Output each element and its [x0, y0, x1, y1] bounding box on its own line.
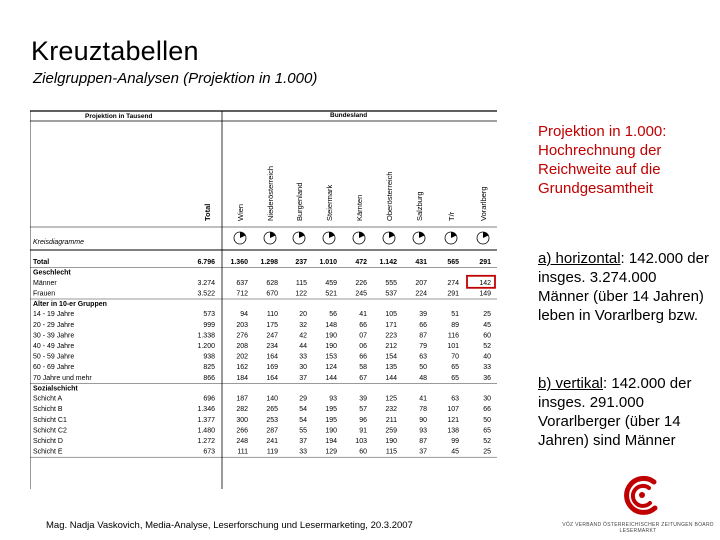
column-header-5: Kärnten	[355, 194, 364, 221]
row-2-0-cell-0: 696	[203, 395, 215, 403]
row-2-2-cell-5: 96	[359, 416, 367, 424]
column-header-9: Vorarlberg	[479, 186, 488, 221]
total-row-cell-6: 1.142	[379, 259, 397, 266]
row-1-6-cell-3: 37	[299, 374, 307, 382]
total-row-cell-3: 237	[295, 259, 307, 266]
column-header-6: Oberösterreich	[385, 171, 394, 221]
row-0-0-label: Männer	[33, 279, 57, 287]
row-2-4-cell-5: 103	[355, 438, 367, 445]
crosstab-table	[30, 107, 497, 489]
row-2-2-cell-0: 1.377	[197, 416, 215, 424]
row-2-1-label: Schicht B	[33, 406, 63, 414]
row-2-0-cell-1: 187	[236, 395, 248, 403]
row-1-0-cell-6: 105	[385, 311, 397, 319]
group-title-2: Sozialschicht	[33, 385, 78, 393]
column-header-1: Wien	[236, 203, 245, 221]
total-row-cell-2: 1.298	[260, 259, 278, 266]
row-1-0-cell-4: 56	[329, 311, 337, 319]
row-0-0-cell-9: 142	[479, 279, 491, 287]
page-title: Kreuztabellen	[31, 36, 199, 66]
row-1-1-label: 20 - 29 Jahre	[33, 321, 75, 329]
row-1-5-cell-1: 162	[236, 364, 248, 372]
row-1-5-cell-2: 169	[266, 364, 278, 372]
row-1-4-cell-1: 202	[236, 353, 248, 361]
row-2-3-cell-2: 287	[266, 427, 278, 435]
row-1-3-cell-3: 44	[299, 343, 307, 350]
row-1-2-cell-5: 07	[359, 332, 367, 340]
row-2-4-cell-7: 87	[419, 438, 427, 445]
row-0-1-cell-8: 291	[447, 290, 459, 298]
group-title-1: Alter in 10-er Gruppen	[33, 301, 107, 308]
row-1-0-cell-8: 51	[451, 311, 459, 319]
row-1-5-cell-6: 135	[385, 364, 397, 372]
column-header-2: Niederösterreich	[266, 165, 275, 221]
footer-text: Mag. Nadja Vaskovich, Media-Analyse, Leserforschung und Lesermarketing, 20.3.2007	[46, 520, 413, 531]
row-2-0-cell-2: 140	[266, 395, 278, 403]
row-2-2-cell-9: 50	[483, 416, 491, 424]
note-vertical-label: b) vertikal	[538, 375, 604, 392]
row-2-4-cell-6: 190	[385, 438, 397, 445]
note-projection: Projektion in 1.000: Hochrechnung der Reichweite auf die Grundgesamtheit	[538, 123, 667, 197]
row-1-3-cell-7: 79	[419, 343, 427, 350]
column-header-0: Total	[203, 203, 212, 221]
row-1-5-cell-4: 124	[325, 364, 337, 372]
row-1-2-cell-8: 116	[447, 332, 459, 340]
row-2-0-cell-4: 93	[329, 395, 337, 403]
row-1-0-cell-5: 41	[359, 311, 367, 319]
row-0-1-cell-1: 712	[236, 290, 248, 298]
row-1-6-cell-9: 36	[483, 374, 491, 382]
row-1-1-cell-4: 148	[325, 321, 337, 329]
row-1-4-cell-4: 153	[325, 353, 337, 361]
row-0-0-cell-2: 628	[266, 279, 278, 287]
row-0-1-label: Frauen	[33, 290, 56, 298]
row-2-2-cell-4: 195	[325, 416, 337, 424]
row-1-0-cell-0: 573	[203, 311, 215, 319]
row-1-5-cell-0: 825	[203, 364, 215, 372]
row-2-2-cell-7: 90	[419, 416, 427, 424]
row-1-2-cell-6: 223	[385, 332, 397, 340]
row-1-1-cell-8: 89	[451, 321, 459, 329]
row-2-1-cell-5: 57	[359, 406, 367, 414]
row-1-5-cell-3: 30	[299, 364, 307, 372]
row-2-4-cell-3: 37	[299, 438, 307, 445]
row-0-0-cell-5: 226	[355, 279, 367, 287]
row-1-3-cell-8: 101	[447, 343, 459, 350]
row-1-2-cell-4: 190	[325, 332, 337, 340]
row-1-1-cell-0: 999	[203, 321, 215, 329]
row-2-5-cell-4: 129	[325, 448, 337, 456]
voez-logo-icon	[558, 470, 718, 522]
note-horizontal-text: : 142.000 der insges. 3.274.000 Männer (über 14 Jahren) leben in Vorarlberg bzw.	[538, 250, 709, 324]
row-2-0-cell-8: 63	[451, 395, 459, 403]
row-2-0-cell-5: 39	[359, 395, 367, 403]
row-2-2-cell-2: 253	[266, 416, 278, 424]
row-2-4-cell-4: 194	[325, 438, 337, 445]
row-2-3-cell-9: 65	[483, 427, 491, 435]
page-subtitle: Zielgruppen-Analysen (Projektion in 1.000)	[33, 70, 318, 87]
row-1-1-cell-7: 66	[419, 321, 427, 329]
row-1-1-cell-6: 171	[385, 321, 397, 329]
row-1-3-cell-0: 1.200	[197, 343, 215, 350]
row-0-1-cell-9: 149	[479, 290, 491, 298]
group-title-0: Geschlecht	[33, 269, 71, 277]
voez-logo	[558, 470, 718, 538]
row-2-4-cell-1: 248	[236, 438, 248, 445]
row-1-2-cell-2: 247	[266, 332, 278, 340]
total-row-cell-8: 565	[447, 259, 459, 266]
row-1-3-cell-6: 212	[385, 343, 397, 350]
row-1-6-label: 70 Jahre und mehr	[33, 374, 92, 382]
row-1-4-cell-3: 33	[299, 353, 307, 361]
row-2-5-cell-5: 60	[359, 448, 367, 456]
row-2-3-cell-0: 1.480	[197, 427, 215, 435]
row-1-4-cell-2: 164	[266, 353, 278, 361]
row-0-0-cell-0: 3.274	[197, 279, 215, 287]
row-2-1-cell-4: 195	[325, 406, 337, 414]
row-1-4-cell-0: 938	[203, 353, 215, 361]
row-1-6-cell-6: 144	[385, 374, 397, 382]
row-2-2-cell-1: 300	[236, 416, 248, 424]
row-2-1-cell-1: 282	[236, 406, 248, 414]
row-1-5-cell-5: 58	[359, 364, 367, 372]
row-1-4-cell-7: 63	[419, 353, 427, 361]
row-2-3-cell-7: 93	[419, 427, 427, 435]
row-2-1-cell-6: 232	[385, 406, 397, 414]
row-2-3-label: Schicht C2	[33, 427, 67, 435]
row-1-6-cell-8: 65	[451, 374, 459, 382]
row-1-2-cell-9: 60	[483, 332, 491, 340]
row-1-5-cell-9: 33	[483, 364, 491, 372]
row-2-1-cell-0: 1.346	[197, 406, 215, 414]
row-0-1-cell-2: 670	[266, 290, 278, 298]
header-right: Bundesland	[330, 112, 368, 119]
row-1-2-cell-1: 276	[236, 332, 248, 340]
row-2-5-cell-1: 111	[237, 448, 248, 456]
row-1-0-cell-2: 110	[266, 311, 278, 319]
row-2-4-label: Schicht D	[33, 438, 63, 445]
total-row-label: Total	[33, 259, 50, 266]
row-1-6-cell-2: 164	[266, 374, 278, 382]
row-0-1-cell-6: 537	[385, 290, 397, 298]
row-1-2-cell-0: 1.338	[197, 332, 215, 340]
row-1-1-cell-3: 32	[299, 321, 307, 329]
row-1-1-cell-2: 175	[266, 321, 278, 329]
row-1-6-cell-1: 184	[236, 374, 248, 382]
row-1-4-cell-5: 66	[359, 353, 367, 361]
row-1-2-label: 30 - 39 Jahre	[33, 332, 75, 340]
row-2-4-cell-9: 52	[483, 438, 491, 445]
row-2-2-cell-3: 54	[299, 416, 307, 424]
row-1-0-cell-3: 20	[299, 311, 307, 319]
row-1-2-cell-3: 42	[299, 332, 307, 340]
row-2-0-cell-9: 30	[483, 395, 491, 403]
row-1-3-cell-5: 06	[359, 343, 367, 350]
row-1-4-cell-9: 40	[483, 353, 491, 361]
column-header-8: T/r	[447, 211, 456, 221]
row-0-1-cell-0: 3.522	[197, 290, 215, 298]
total-row-cell-0: 6.796	[197, 259, 215, 266]
row-0-0-cell-4: 459	[325, 279, 337, 287]
total-row-cell-7: 431	[415, 259, 427, 266]
column-header-7: Salzburg	[415, 191, 424, 221]
row-2-5-label: Schicht E	[33, 448, 63, 456]
row-2-5-cell-2: 119	[266, 448, 278, 456]
column-header-4: Steiermark	[325, 184, 334, 221]
row-0-0-cell-8: 274	[447, 279, 459, 287]
row-2-0-cell-7: 41	[419, 395, 427, 403]
row-2-1-cell-8: 107	[447, 406, 459, 414]
total-row-cell-4: 1.010	[319, 259, 337, 266]
row-2-2-cell-8: 121	[447, 416, 459, 424]
row-2-0-label: Schicht A	[33, 395, 63, 403]
note-vertical-text: : 142.000 der insges. 291.000 Vorarlberger (über 14 Jahren) sind Männer	[538, 375, 692, 449]
row-2-4-cell-8: 99	[451, 438, 459, 445]
row-2-3-cell-1: 266	[236, 427, 248, 435]
row-2-3-cell-5: 91	[359, 427, 367, 435]
row-1-1-cell-1: 203	[236, 321, 248, 329]
note-vertical	[538, 374, 710, 450]
row-1-6-cell-4: 144	[325, 374, 337, 382]
row-2-0-cell-6: 125	[385, 395, 397, 403]
row-1-5-cell-8: 65	[451, 364, 459, 372]
row-0-1-cell-5: 245	[355, 290, 367, 298]
row-1-5-label: 60 - 69 Jahre	[33, 364, 75, 372]
row-1-1-cell-9: 45	[483, 321, 491, 329]
row-1-4-cell-6: 154	[385, 353, 397, 361]
row-2-5-cell-8: 45	[451, 448, 459, 456]
row-2-5-cell-3: 33	[299, 448, 307, 456]
row-2-1-cell-3: 54	[299, 406, 307, 414]
row-0-1-cell-7: 224	[415, 290, 427, 298]
row-2-3-cell-3: 55	[299, 427, 307, 435]
row-2-5-cell-6: 115	[385, 448, 397, 456]
row-1-0-cell-7: 39	[419, 311, 427, 319]
row-2-5-cell-9: 25	[483, 448, 491, 456]
row-1-2-cell-7: 87	[419, 332, 427, 340]
row-2-3-cell-4: 190	[325, 427, 337, 435]
row-1-3-cell-2: 234	[266, 343, 278, 350]
total-row-cell-9: 291	[479, 259, 491, 266]
row-1-6-cell-0: 866	[203, 374, 215, 382]
note-horizontal-label: a) horizontal	[538, 250, 621, 267]
row-1-3-cell-1: 208	[236, 343, 248, 350]
crosstab-table-image	[30, 107, 497, 489]
row-2-3-cell-6: 259	[385, 427, 397, 435]
row-0-1-cell-3: 122	[295, 290, 307, 298]
row-2-2-label: Schicht C1	[33, 416, 67, 424]
row-0-0-cell-1: 637	[236, 279, 248, 287]
row-1-3-label: 40 - 49 Jahre	[33, 343, 75, 350]
row-0-0-cell-7: 207	[415, 279, 427, 287]
row-1-4-label: 50 - 59 Jahre	[33, 353, 75, 361]
row-2-1-cell-7: 78	[419, 406, 427, 414]
row-1-0-cell-1: 94	[240, 311, 248, 319]
row-1-5-cell-7: 50	[419, 364, 427, 372]
row-1-6-cell-5: 67	[359, 374, 367, 382]
row-1-3-cell-9: 52	[483, 343, 491, 350]
row-1-3-cell-4: 190	[325, 343, 337, 350]
note-horizontal	[538, 249, 710, 325]
row-2-5-cell-7: 37	[419, 448, 427, 456]
kreisdiagramme-label: Kreisdiagramme	[33, 239, 84, 246]
row-1-0-cell-9: 25	[483, 311, 491, 319]
row-1-4-cell-8: 70	[451, 353, 459, 361]
row-2-1-cell-2: 265	[266, 406, 278, 414]
row-2-0-cell-3: 29	[299, 395, 307, 403]
column-header-3: Burgenland	[295, 182, 304, 221]
row-2-4-cell-2: 241	[266, 438, 278, 445]
row-1-6-cell-7: 48	[419, 374, 427, 382]
row-2-5-cell-0: 673	[203, 448, 215, 456]
row-1-1-cell-5: 66	[359, 321, 367, 329]
row-2-4-cell-0: 1.272	[197, 438, 215, 445]
total-row-cell-1: 1.360	[230, 259, 248, 266]
row-0-1-cell-4: 521	[325, 290, 337, 298]
header-left: Projektion in Tausend	[85, 113, 153, 120]
row-2-1-cell-9: 66	[483, 406, 491, 414]
row-0-0-cell-3: 115	[295, 279, 307, 287]
row-1-0-label: 14 - 19 Jahre	[33, 311, 75, 319]
voez-logo-text: VÖZ VERBAND ÖSTERREICHISCHER ZEITUNGEN BOARD LESERMARKT	[562, 522, 714, 534]
row-2-3-cell-8: 138	[447, 427, 459, 435]
total-row-cell-5: 472	[355, 259, 367, 266]
row-2-2-cell-6: 211	[385, 416, 397, 424]
row-0-0-cell-6: 555	[385, 279, 397, 287]
